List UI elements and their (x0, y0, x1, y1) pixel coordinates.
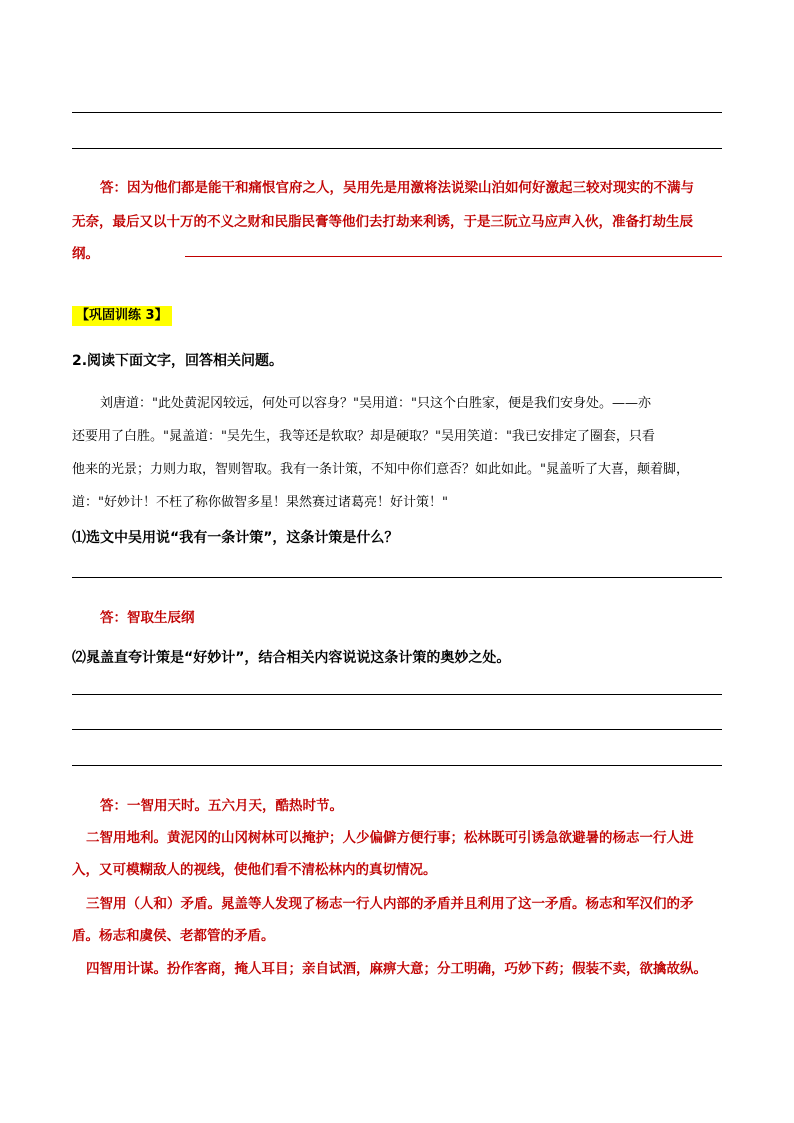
sub-answer-2-line: 入，又可模糊敌人的视线，使他们看不清松林内的真切情况。 (72, 862, 437, 878)
question-2-heading: 2.阅读下面文字，回答相关问题。 (72, 353, 284, 369)
passage-line: 他来的光景；力则力取，智则智取。我有一条计策，不知中你们意否？如此如此。"晁盖听了大喜，颠着脚， (72, 462, 689, 477)
sub-answer-2-line: 三智用（人和）矛盾。晁盖等人发现了杨志一行人内部的矛盾并且利用了这一矛盾。杨志和军汉们的矛 (86, 896, 694, 912)
sub-answer-2-line: 答：一智用天时。五六月天，酷热时节。 (100, 798, 343, 814)
sub-question-2: ⑵晁盖直夸计策是“好妙计”，结合相关内容说说这条计策的奥妙之处。 (72, 650, 511, 666)
passage-line: 还要用了白胜。"晁盖道："吴先生，我等还是软取？却是硬取？"吴用笑道："我已安排定了圈套，只看 (72, 429, 655, 444)
sub-answer-2-line: 盾。杨志和虞侯、老都管的矛盾。 (72, 928, 275, 944)
answer-rule-1 (72, 112, 722, 113)
answer-underline (185, 256, 722, 257)
section-badge: 【巩固训练 3】 (72, 306, 172, 326)
answer-rule-2 (72, 148, 722, 149)
answer-rule-4 (72, 694, 722, 695)
sub-answer-2-line: 二智用地利。黄泥冈的山冈树林可以掩护；人少偏僻方便行事；松林既可引诱急欲避暑的杨志一行人进 (86, 830, 694, 846)
sub-answer-2-line: 四智用计谋。扮作客商，掩人耳目；亲自试酒，麻痹大意；分工明确，巧妙下药；假装不卖，欲擒故纵。 (86, 961, 707, 977)
answer-rule-6 (72, 765, 722, 766)
passage-line: 刘唐道："此处黄泥冈较远，何处可以容身？"吴用道："只这个白胜家，便是我们安身处。——亦 (100, 396, 651, 411)
answer-rule-3 (72, 577, 722, 578)
answer-1-line: 纲。 (72, 246, 99, 262)
sub-answer-1: 答：智取生辰纲 (100, 610, 195, 626)
answer-1-line: 答：因为他们都是能干和痛恨官府之人，吴用先是用激将法说梁山泊如何好激起三较对现实的不满与 (100, 180, 694, 196)
passage-line: 道："好妙计！不枉了称你做智多星！果然赛过诸葛亮！好计策！" (72, 495, 448, 510)
sub-question-1: ⑴选文中吴用说“我有一条计策”，这条计策是什么？ (72, 530, 399, 546)
answer-1-line: 无奈，最后又以十万的不义之财和民脂民膏等他们去打劫来利诱，于是三阮立马应声入伙，准备打劫生辰 (72, 214, 693, 230)
answer-rule-5 (72, 729, 722, 730)
